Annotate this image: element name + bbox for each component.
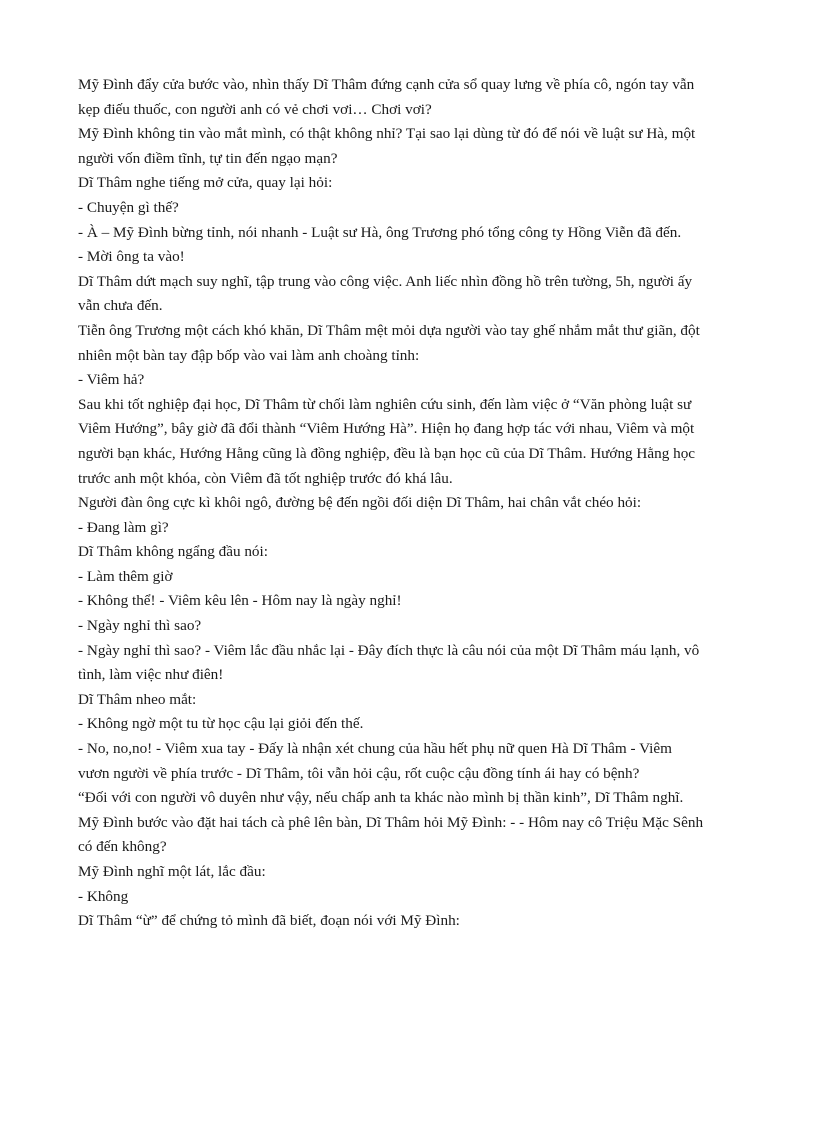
text-line: tình, làm việc như điên! bbox=[78, 666, 224, 684]
text-line: Dĩ Thâm không ngẩng đầu nói: bbox=[78, 543, 268, 561]
body-text bbox=[78, 73, 768, 934]
text-line: - No, no,no! - Viêm xua tay - Đấy là nhận xét chung của hầu hết phụ nữ quen Hà Dĩ Thâm - Viêm bbox=[78, 740, 672, 758]
text-line: Mỹ Đình không tin vào mắt mình, có thật không nhỉ? Tại sao lại dùng từ đó để nói về luật sư Hà, một bbox=[78, 125, 696, 143]
text-line: có đến không? bbox=[78, 838, 167, 856]
text-line: Mỹ Đình nghĩ một lát, lắc đầu: bbox=[78, 863, 266, 880]
text-line: kẹp điếu thuốc, con người anh có vẻ chơi vơi… Chơi vơi? bbox=[78, 100, 432, 118]
text-line: - Không thể! - Viêm kêu lên - Hôm nay là ngày nghỉ! bbox=[78, 592, 402, 610]
text-line: Dĩ Thâm nheo mắt: bbox=[78, 690, 197, 708]
text-line: Người đàn ông cực kì khôi ngô, đường bệ đến ngồi đối diện Dĩ Thâm, hai chân vắt chéo hỏi: bbox=[78, 494, 642, 512]
text-line: Dĩ Thâm dứt mạch suy nghĩ, tập trung vào công việc. Anh liếc nhìn đồng hồ trên tường, 5h, người ấy bbox=[78, 272, 693, 290]
text-line: người vốn điềm tĩnh, tự tin đến ngạo mạn? bbox=[78, 149, 338, 167]
text-line: - Ngày nghỉ thì sao? bbox=[78, 617, 202, 635]
text-line: Viêm Hướng”, bây giờ đã đổi thành “Viêm Hướng Hà”. Hiện họ đang hợp tác với nhau, Viêm và một bbox=[78, 420, 695, 438]
text-line: Mỹ Đình đẩy cửa bước vào, nhìn thấy Dĩ Thâm đứng cạnh cửa sổ quay lưng về phía cô, ngón tay vẫn bbox=[78, 76, 695, 93]
text-line: Sau khi tốt nghiệp đại học, Dĩ Thâm từ chối làm nghiên cứu sinh, đến làm việc ở “Văn phòng luật sư bbox=[78, 395, 692, 413]
text-line: - Làm thêm giờ bbox=[78, 567, 173, 585]
text-line: Tiễn ông Trương một cách khó khăn, Dĩ Thâm mệt mỏi dựa người vào tay ghế nhắm mắt thư giãn, đột bbox=[78, 321, 700, 339]
text-line: Dĩ Thâm “ừ” để chứng tỏ mình đã biết, đoạn nói với Mỹ Đình: bbox=[78, 912, 460, 930]
text-line: vẫn chưa đến. bbox=[78, 297, 163, 315]
text-line: - Mời ông ta vào! bbox=[78, 248, 185, 266]
text-line: - À – Mỹ Đình bừng tỉnh, nói nhanh - Luật sư Hà, ông Trương phó tổng công ty Hồng Viễn đã đến. bbox=[78, 223, 682, 241]
text-line: - Viêm hả? bbox=[78, 371, 145, 389]
text-line: - Chuyện gì thế? bbox=[78, 198, 179, 216]
text-line: - Không ngờ một tu từ học cậu lại giỏi đến thế. bbox=[78, 715, 364, 733]
text-line: trước anh một khóa, còn Viêm đã tốt nghiệp trước đó khá lâu. bbox=[78, 469, 453, 487]
text-line: “Đối với con người vô duyên như vậy, nếu chấp anh ta khác nào mình bị thần kinh”, Dĩ Thâm nghĩ. bbox=[78, 789, 684, 807]
text-line: Dĩ Thâm nghe tiếng mở cửa, quay lại hỏi: bbox=[78, 174, 333, 192]
text-line: - Ngày nghỉ thì sao? - Viêm lắc đầu nhắc lại - Đây đích thực là câu nói của một Dĩ Thâm máu lạnh, vô bbox=[78, 641, 700, 659]
text-line: - Đang làm gì? bbox=[78, 518, 169, 536]
text-line: vươn người về phía trước - Dĩ Thâm, tôi vẫn hỏi cậu, rốt cuộc cậu đồng tính ái hay có bệnh? bbox=[78, 764, 640, 782]
text-line: người bạn khác, Hướng Hằng cũng là đồng nghiệp, đều là bạn học cũ của Dĩ Thâm. Hướng Hằng học bbox=[78, 444, 696, 462]
text-line: - Không bbox=[78, 887, 129, 905]
text-line: nhiên một bàn tay đập bốp vào vai làm anh choàng tỉnh: bbox=[78, 346, 420, 364]
text-line: Mỹ Đình bước vào đặt hai tách cà phê lên bàn, Dĩ Thâm hỏi Mỹ Đình: - - Hôm nay cô Triệu Mặc Sênh bbox=[78, 813, 704, 831]
